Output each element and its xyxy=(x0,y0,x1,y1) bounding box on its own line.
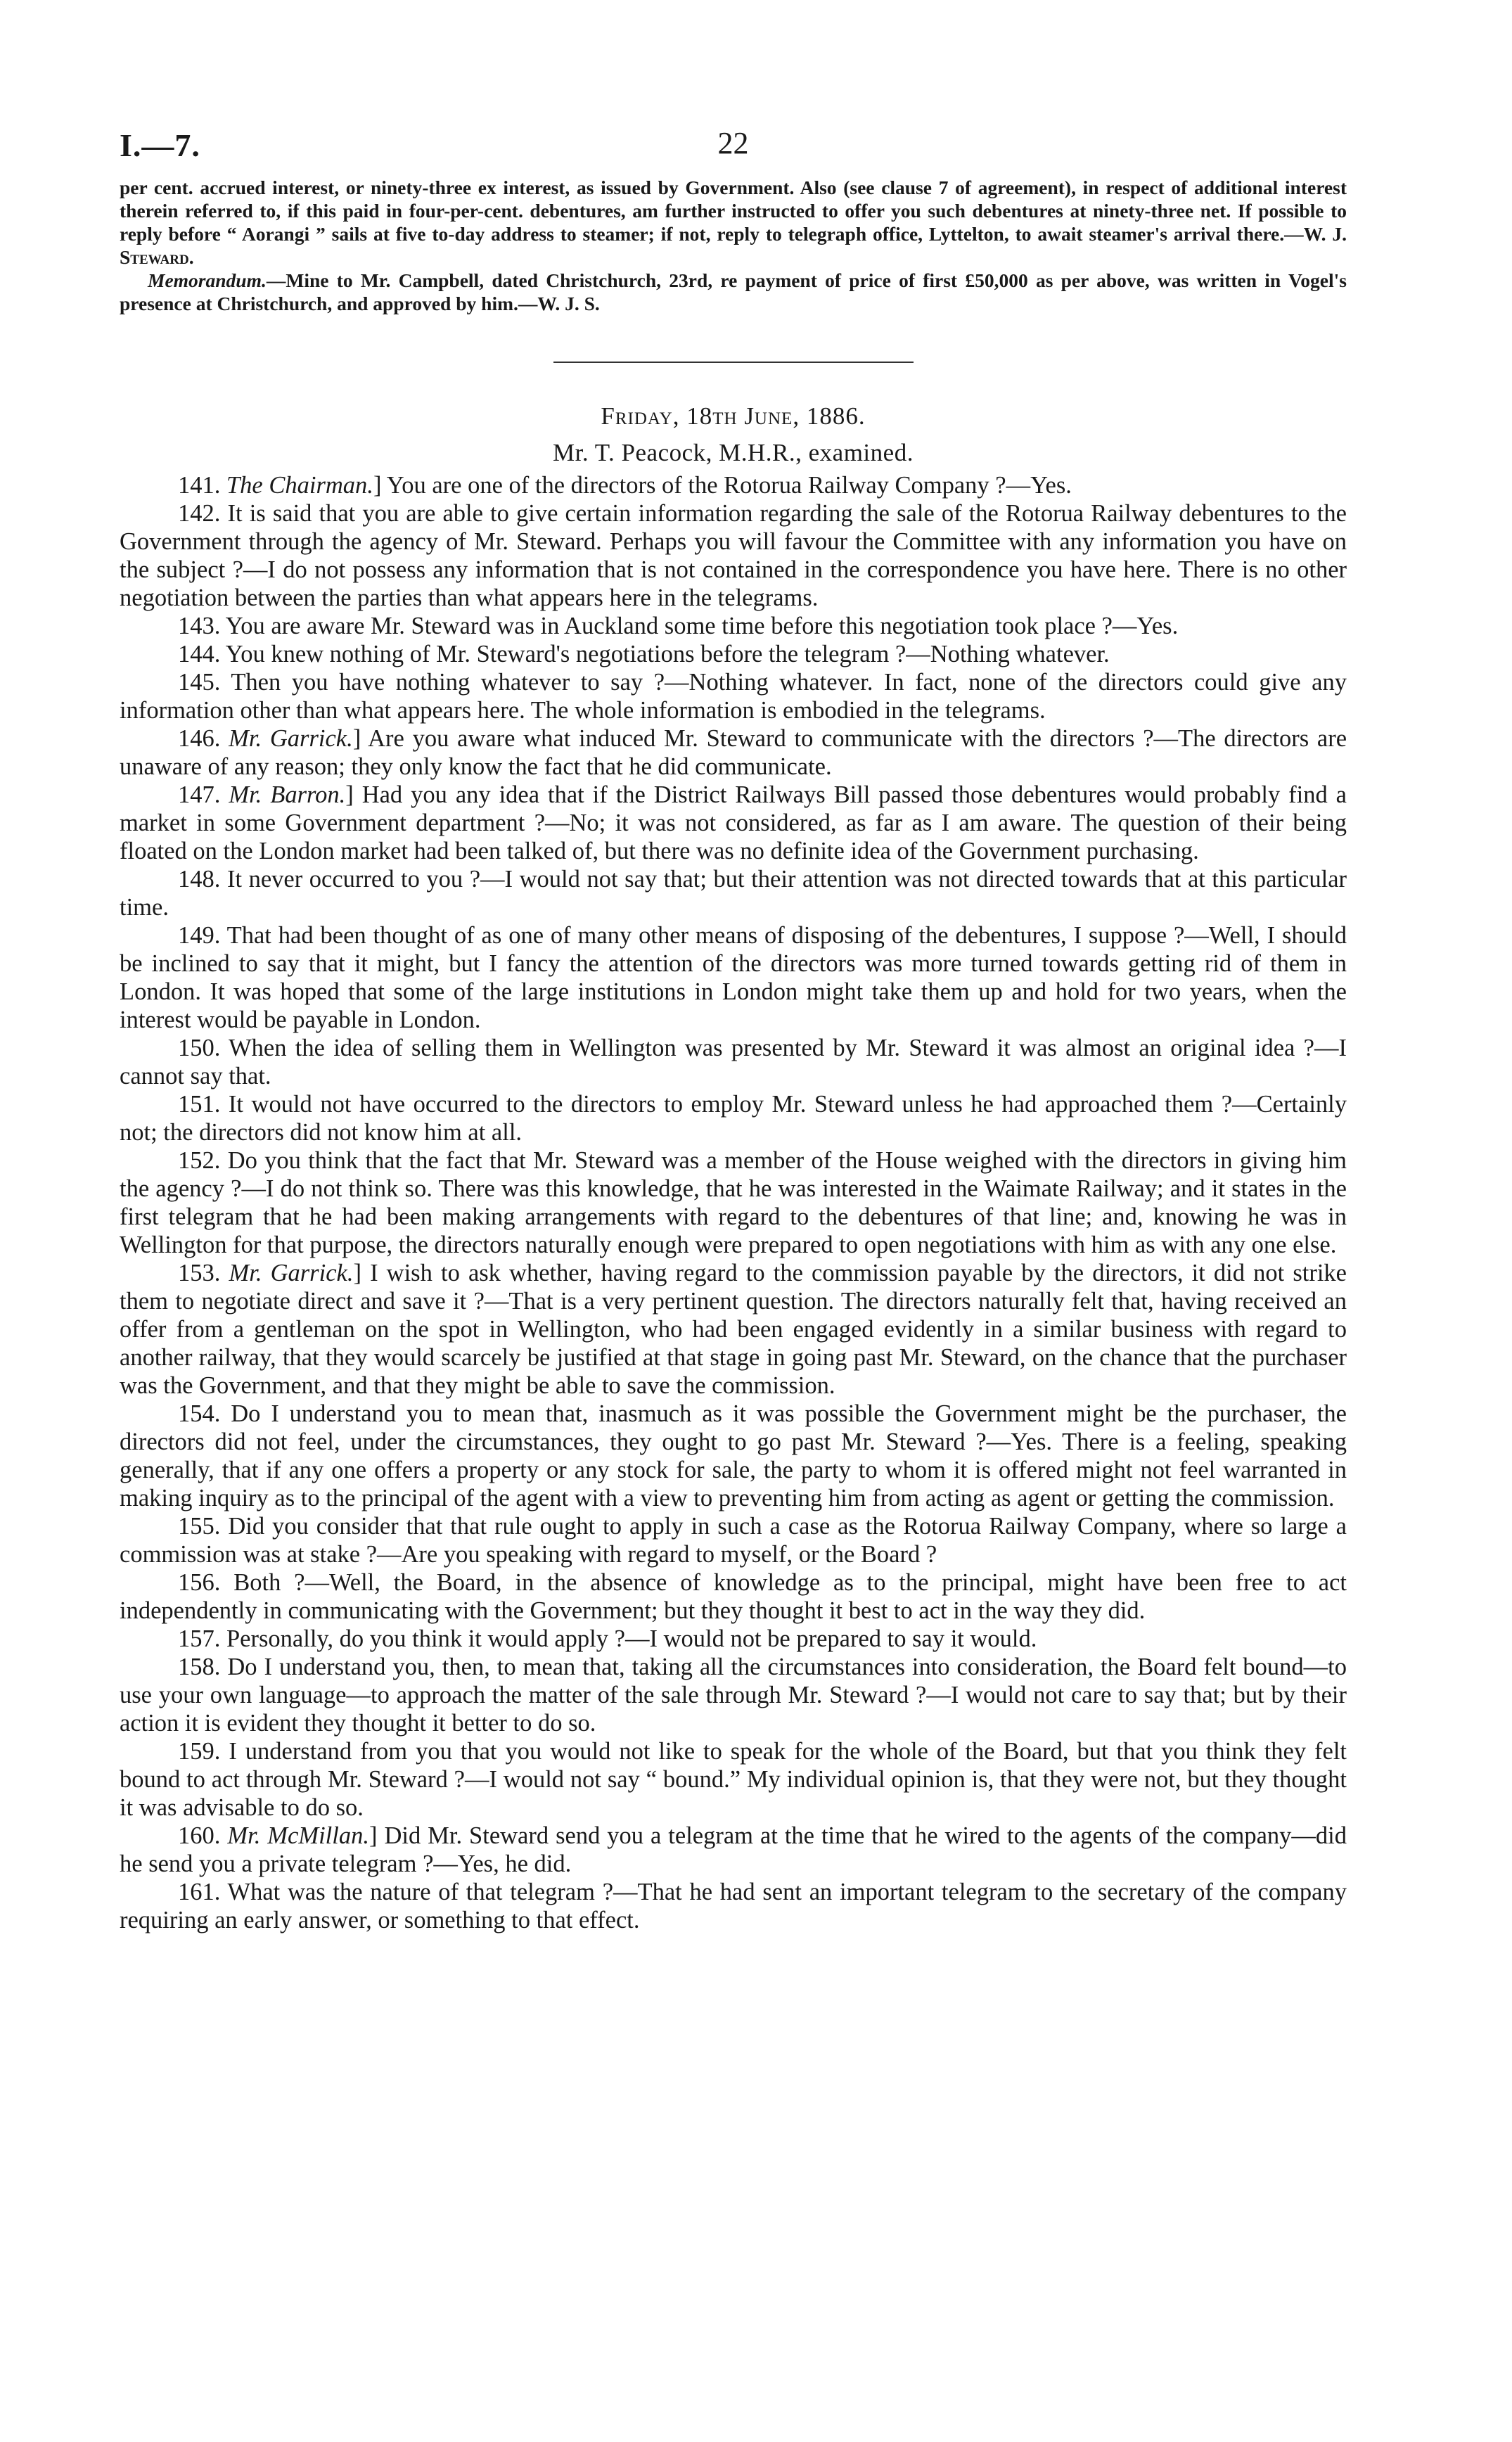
question-paragraph xyxy=(120,1878,1347,1934)
question-number: 150. xyxy=(178,1035,221,1061)
question-paragraph xyxy=(120,865,1347,921)
question-number: 149. xyxy=(178,922,221,949)
question-number: 141. xyxy=(178,472,221,499)
question-number: 145. xyxy=(178,669,221,696)
question-paragraph xyxy=(120,1653,1347,1737)
telegram-body: per cent. accrued interest, or ninety-three ex interest, as issued by Government. Also (see clause 7 of agreement), in respect of additional interest therein referred to, if this paid in four-per-cent. debentures, am further instructed to offer you such debentures at ninety-three net. If possible to reply before “ Aorangi ” sails at five to-day address to steamer; if not, reply to telegraph office, Lyttelton, to await steamer's arrival there.—W. J. xyxy=(120,177,1347,245)
question-paragraph xyxy=(120,921,1347,1034)
question-paragraph xyxy=(120,1090,1347,1146)
question-paragraph xyxy=(120,1737,1347,1822)
document-page xyxy=(120,113,1347,1934)
question-number: 160. xyxy=(178,1822,221,1849)
question-number: 147. xyxy=(178,781,221,808)
session-date: Friday, 18th June, 1886. xyxy=(601,402,866,430)
question-answer-text: You are aware Mr. Steward was in Auckland some time before this negotiation took place ?—Yes. xyxy=(225,613,1179,639)
document-reference: I.—7. xyxy=(120,127,200,163)
memorandum-text: —Mine to Mr. Campbell, dated Christchurch, 23rd, re payment of price of first £50,000 as per above, was written in Vogel's presence at Christchurch, and approved by him.—W. J. S. xyxy=(120,269,1347,314)
speaker-name: Mr. Garrick. xyxy=(229,1260,354,1286)
evidence-questions xyxy=(120,471,1347,1934)
question-number: 152. xyxy=(178,1147,221,1174)
question-answer-text: ] Had you any idea that if the District Railways Bill passed those debentures would probably find a market in some Government department ?—No; it was not considered, as far as I am aware. The question of their being floated on the London market had been talked of, but there was no definite idea of the Government purchasing. xyxy=(120,781,1347,864)
question-number: 158. xyxy=(178,1654,221,1680)
question-answer-text: Do you think that the fact that Mr. Steward was a member of the House weighed with the directors in giving him the agency ?—I do not think so. There was this knowledge, that he was interested in the Waimate Railway; and it states in the first telegram that he had been making arrangements with regard to the debentures of that line; and, knowing he was in Wellington for that purpose, the directors naturally enough were prepared to open negotiations with him as with any one else. xyxy=(120,1147,1347,1258)
question-answer-text: ] Did Mr. Steward send you a telegram at the time that he wired to the agents of the company—did he send you a private telegram ?—Yes, he did. xyxy=(120,1822,1347,1877)
question-number: 161. xyxy=(178,1879,221,1905)
question-answer-text: Personally, do you think it would apply ?—I would not be prepared to say it would. xyxy=(226,1625,1037,1652)
question-number: 155. xyxy=(178,1513,221,1540)
question-answer-text: Then you have nothing whatever to say ?—Nothing whatever. In fact, none of the directors could give any information other than what appears here. The whole information is embodied in the telegrams. xyxy=(120,669,1347,724)
question-paragraph xyxy=(120,1400,1347,1512)
telegram-signature: Steward. xyxy=(120,246,194,268)
question-number: 148. xyxy=(178,866,221,893)
question-answer-text: I understand from you that you would not like to speak for the whole of the Board, but that you think they felt bound to act through Mr. Steward ?—I would not say “ bound.” My individual opinion is, that they were not, but they thought it was advisable to do so. xyxy=(120,1738,1347,1821)
question-paragraph xyxy=(120,1259,1347,1400)
page-number: 22 xyxy=(717,126,749,160)
question-number: 142. xyxy=(178,500,221,527)
question-answer-text: It is said that you are able to give certain information regarding the sale of the Rotorua Railway debentures to the Government through the agency of Mr. Steward. Perhaps you will favour the Committee with any information you have on the subject ?—I do not possess any information that is not contained in the correspondence you have here. There is no other negotiation between the parties than what appears here in the telegrams. xyxy=(120,500,1347,611)
question-answer-text: That had been thought of as one of many other means of disposing of the debentures, I suppose ?—Well, I should be inclined to say that it might, but I fancy the attention of the directors was more turned towards getting rid of them in London. It was hoped that some of the large institutions in London might take them up and hold for two years, when the interest would be payable in London. xyxy=(120,922,1347,1033)
question-paragraph xyxy=(120,612,1347,640)
speaker-name: Mr. McMillan. xyxy=(227,1822,369,1849)
question-answer-text: When the idea of selling them in Wellington was presented by Mr. Steward it was almost an original idea ?—I cannot say that. xyxy=(120,1035,1347,1089)
question-number: 153. xyxy=(178,1260,221,1286)
speaker-name: The Chairman. xyxy=(226,472,373,499)
question-paragraph xyxy=(120,1625,1347,1653)
question-answer-text: ] Are you aware what induced Mr. Steward to communicate with the directors ?—The directors are unaware of any reason; they only know the fact that he did communicate. xyxy=(120,725,1347,780)
telegram-text xyxy=(120,176,1347,269)
memorandum xyxy=(120,269,1347,315)
question-paragraph xyxy=(120,1034,1347,1090)
question-number: 144. xyxy=(178,641,221,667)
question-answer-text: Did you consider that that rule ought to apply in such a case as the Rotorua Railway Company, where so large a commission was at stake ?—Are you speaking with regard to myself, or the Board ? xyxy=(120,1513,1347,1568)
witness-heading: Mr. T. Peacock, M.H.R., examined. xyxy=(553,439,914,466)
speaker-name: Mr. Garrick. xyxy=(229,725,353,752)
question-paragraph xyxy=(120,471,1347,499)
question-paragraph xyxy=(120,781,1347,865)
question-answer-text: It would not have occurred to the directors to employ Mr. Steward unless he had approached them ?—Certainly not; the directors did not know him at all. xyxy=(120,1091,1347,1146)
speaker-name: Mr. Barron. xyxy=(229,781,346,808)
question-paragraph xyxy=(120,640,1347,668)
question-answer-text: Do I understand you, then, to mean that, taking all the circumstances into consideration, the Board felt bound—to use your own language—to approach the matter of the sale through Mr. Steward ?—I would not care to say that; but by their action it is evident they thought it better to do so. xyxy=(120,1654,1347,1737)
question-answer-text: You knew nothing of Mr. Steward's negotiations before the telegram ?—Nothing whatever. xyxy=(225,641,1110,667)
question-number: 143. xyxy=(178,613,221,639)
question-paragraph xyxy=(120,668,1347,724)
telegram-continuation xyxy=(120,176,1347,315)
question-paragraph xyxy=(120,1512,1347,1568)
memorandum-label: Memorandum. xyxy=(148,269,267,291)
question-answer-text: Both ?—Well, the Board, in the absence of knowledge as to the principal, might have been free to act independently in communicating with the Government; but they thought it best to act in the way they did. xyxy=(120,1569,1347,1624)
question-number: 157. xyxy=(178,1625,221,1652)
question-number: 151. xyxy=(178,1091,221,1118)
question-answer-text: Do I understand you to mean that, inasmuch as it was possible the Government might be the purchaser, the directors did not feel, under the circumstances, they ought to go past Mr. Steward ?—Yes. There is a feeling, speaking generally, that if any one offers a property or any stock for sale, the party to whom it is offered might not feel warranted in making inquiry as to the principal of the agent with a view to preventing him from acting as agent or getting the commission. xyxy=(120,1400,1347,1511)
question-paragraph xyxy=(120,1822,1347,1878)
question-number: 154. xyxy=(178,1400,221,1427)
question-paragraph xyxy=(120,724,1347,781)
question-answer-text: What was the nature of that telegram ?—That he had sent an important telegram to the secretary of the company requiring an early answer, or something to that effect. xyxy=(120,1879,1347,1933)
section-divider xyxy=(553,362,914,363)
question-answer-text: ] I wish to ask whether, having regard to the commission payable by the directors, it did not strike them to negotiate direct and save it ?—That is a very pertinent question. The directors naturally felt that, having received an offer from a gentleman on the spot in Wellington, who had been engaged evidently in a similar business with regard to another railway, that they would scarcely be justified at that stage in going past Mr. Steward, on the chance that the purchaser was the Government, and that they might be able to save the commission. xyxy=(120,1260,1347,1399)
question-answer-text: It never occurred to you ?—I would not say that; but their attention was not directed towards that at this particular time. xyxy=(120,866,1347,921)
question-answer-text: ] You are one of the directors of the Rotorua Railway Company ?—Yes. xyxy=(373,472,1072,499)
question-paragraph xyxy=(120,1568,1347,1625)
question-number: 146. xyxy=(178,725,221,752)
question-number: 159. xyxy=(178,1738,221,1765)
question-paragraph xyxy=(120,1146,1347,1259)
page-header xyxy=(120,113,1347,176)
question-number: 156. xyxy=(178,1569,221,1596)
question-paragraph xyxy=(120,499,1347,612)
